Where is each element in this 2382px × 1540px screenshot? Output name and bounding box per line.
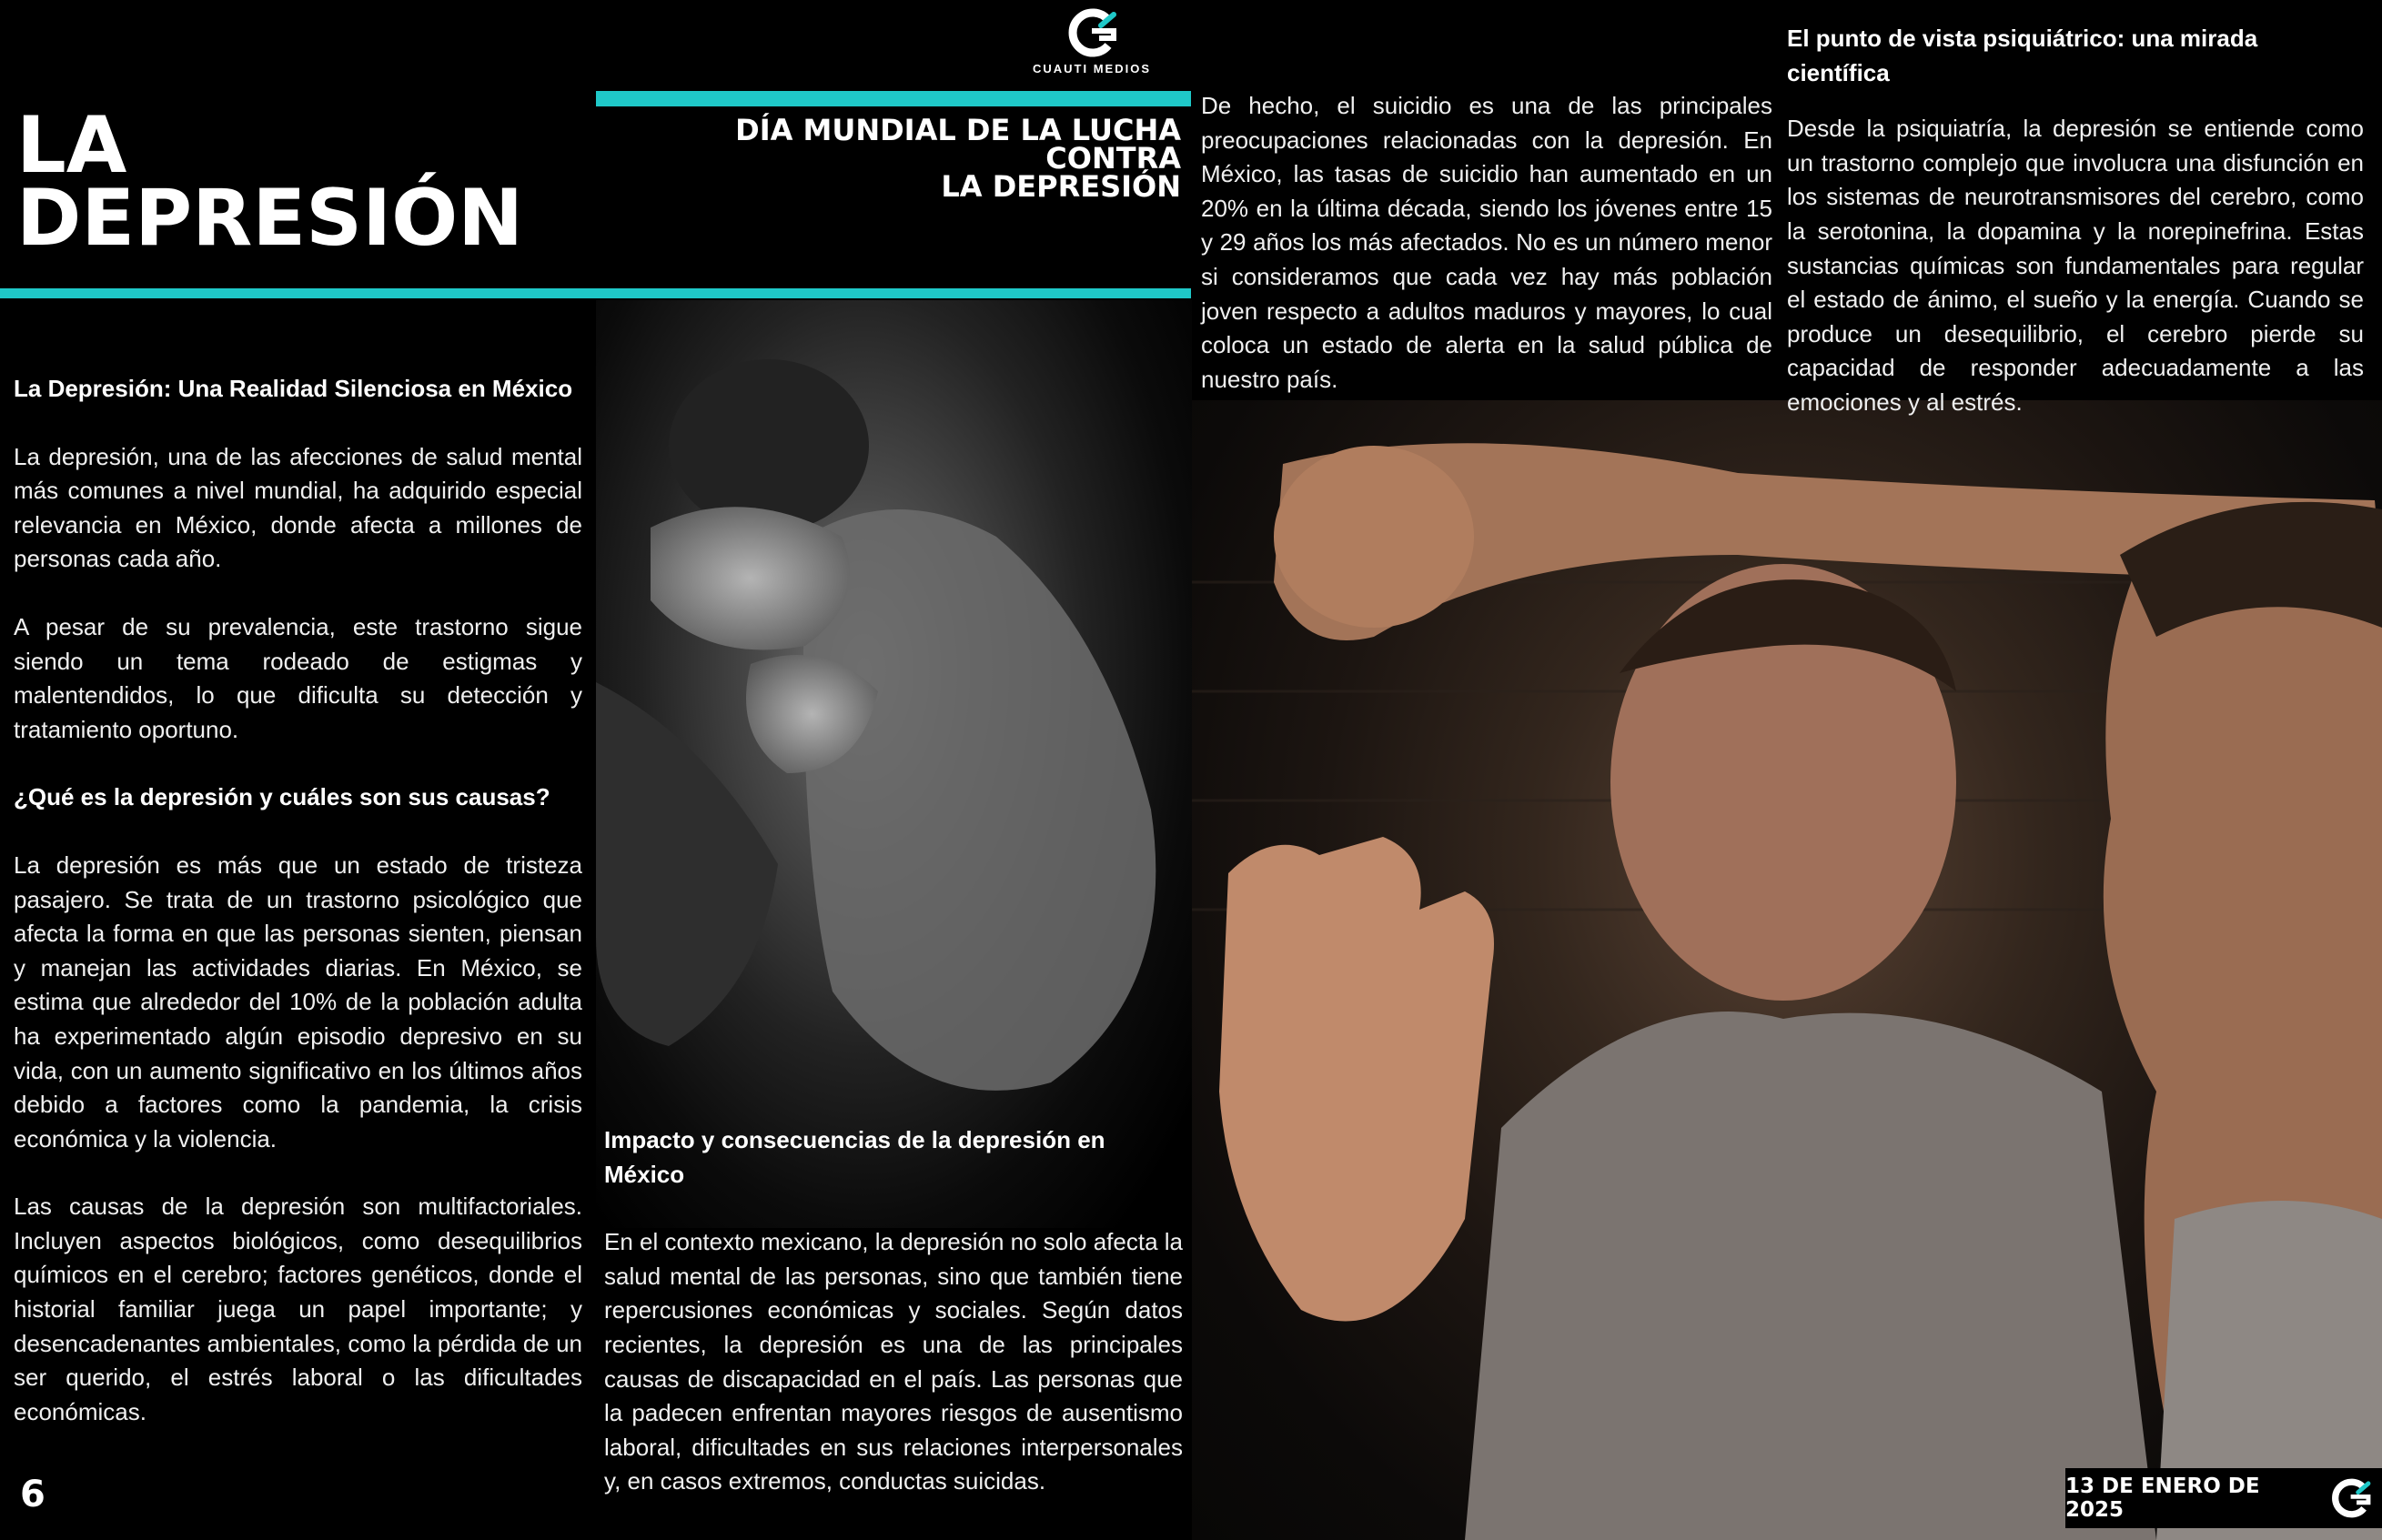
heading-realidad: La Depresión: Una Realidad Silenciosa en México xyxy=(14,375,573,402)
paragraph-4: Las causas de la depresión son multifactoriales. Incluyen aspectos biológicos, como desequilibrios químicos en el cerebro; factores genéticos, donde el historial familiar juega un papel importante; y desencadenantes ambientales, como la pérdida de un ser querido, el estrés laboral o las dificultades económicas. xyxy=(14,1193,582,1425)
heading-psiquiatrico: El punto de vista psiquiátrico: una mirada científica xyxy=(1787,25,2258,86)
page-title-line1: LA xyxy=(16,100,127,191)
woman-sitting-photo xyxy=(596,300,1192,1228)
left-column-1 xyxy=(14,372,582,1463)
section-banner xyxy=(599,113,1181,204)
left-column-2 xyxy=(604,1123,1183,1533)
brand-name: CUAUTI MEDIOS xyxy=(1033,62,1151,75)
page-number: 6 xyxy=(20,1474,45,1515)
divider-accent-bar xyxy=(0,288,1191,298)
section-banner-line1: DÍA MUNDIAL DE LA LUCHA CONTRA xyxy=(735,113,1181,176)
cuauti-logo-icon xyxy=(2330,1477,2371,1519)
man-mirror-photo xyxy=(1192,400,2382,1540)
heading-impacto: Impacto y consecuencias de la depresión en México xyxy=(604,1126,1105,1188)
right-column-2 xyxy=(1787,22,2364,454)
cuauti-logo-icon xyxy=(1066,7,1117,58)
page-title xyxy=(16,100,524,264)
heading-que-es: ¿Qué es la depresión y cuáles son sus causas? xyxy=(14,783,550,811)
paragraph-psiquiatria: Desde la psiquiatría, la depresión se entiende como un trastorno complejo que involucra una disfunción en los sistemas de neurotransmisores del cerebro, como la serotonina, la dopamina y la norepinefrina. Estas sustancias químicas son fundamentales para regular el estado de ánimo, el sueño y la energía. Cuando se produce un desequilibrio, el cerebro pierde su capacidad de responder adecuadamente a las emociones y al estrés. xyxy=(1787,115,2364,416)
date-badge xyxy=(2065,1468,2382,1528)
brand-logo xyxy=(1028,7,1156,82)
right-column-1 xyxy=(1201,89,1772,430)
section-banner-line2: LA DEPRESIÓN xyxy=(941,169,1181,204)
paragraph-suicidio: De hecho, el suicidio es una de las principales preocupaciones relacionadas con la depresión. En México, las tasas de suicidio han aumentado en un 20% en la última década, siendo los jóvenes entre 15 y 29 años los más afectados. No es un número menor si consideramos que cada vez hay más población joven respecto a adultos maduros y mayores, lo cual coloca un estado de alerta en la salud pública de nuestro país. xyxy=(1201,92,1772,393)
paragraph-1: La depresión, una de las afecciones de salud mental más comunes a nivel mundial, ha adquirido especial relevancia en México, donde afecta a millones de personas cada año. xyxy=(14,442,582,573)
paragraph-2: A pesar de su prevalencia, este trastorno sigue siendo un tema rodeado de estigmas y malentendidos, lo que dificulta su detección y tratamiento oportuno. xyxy=(14,612,582,743)
paragraph-3: La depresión es más que un estado de tristeza pasajero. Se trata de un trastorno psicológico que afecta la forma en que las personas sienten, piensan y manejan las actividades diarias. En México, se estima que alrededor del 10% de la población adulta ha experimentado algún episodio depresivo en su vida, con un aumento significativo en los últimos años debido a factores como la pandemia, la crisis económica y la violencia. xyxy=(14,851,582,1152)
issue-date: 13 DE ENERO DE 2025 xyxy=(2065,1475,2260,1522)
paragraph-impacto: En el contexto mexicano, la depresión no solo afecta la salud mental de las personas, sino que también tiene repercusiones económicas y sociales. Según datos recientes, la depresión es una de las principales causas de discapacidad en el país. Las personas que la padecen enfrentan mayores riesgos de ausentismo laboral, dificultades en sus relaciones interpersonales y, en casos extremos, conductas suicidas. xyxy=(604,1228,1183,1495)
title-accent-bar xyxy=(596,91,1191,106)
page-title-line2: DEPRESIÓN xyxy=(16,173,524,264)
